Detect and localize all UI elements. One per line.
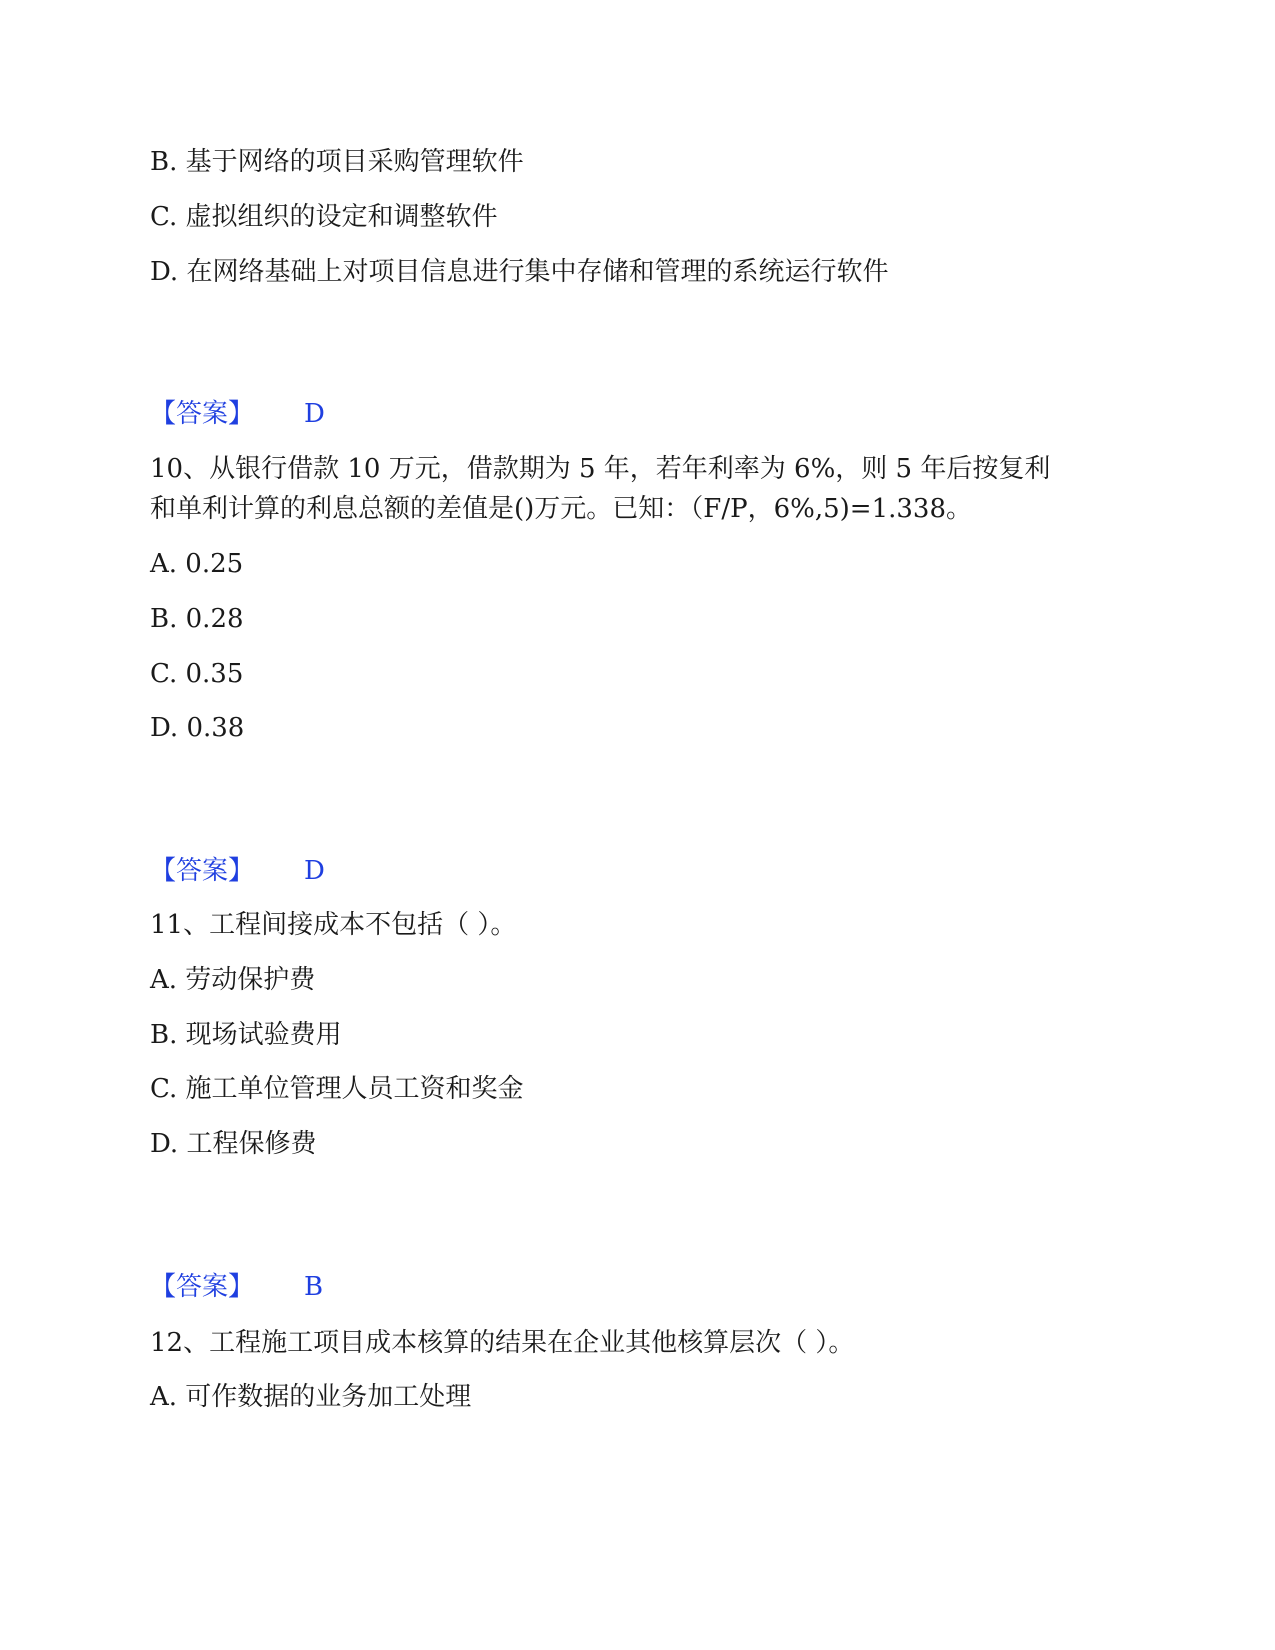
- answer-value: B: [304, 1272, 324, 1302]
- answer-value: D: [304, 399, 325, 429]
- q10-option-b: B. 0.28: [150, 604, 244, 634]
- q9-answer: [150, 398, 325, 430]
- q10-stem-line2: 和单利计算的利息总额的差值是()万元。已知：（F/P，6%,5)=1.338。: [150, 494, 972, 524]
- q10-stem-line1: 10、从银行借款 10 万元，借款期为 5 年，若年利率为 6%，则 5 年后按复利: [150, 454, 1051, 484]
- answer-label: 【答案】: [150, 856, 255, 886]
- answer-label: 【答案】: [150, 1272, 255, 1302]
- q9-option-c: C. 虚拟组织的设定和调整软件: [150, 202, 498, 232]
- q12-stem: 12、工程施工项目成本核算的结果在企业其他核算层次（ ）。: [150, 1328, 855, 1358]
- q11-answer: [150, 1271, 323, 1303]
- q11-option-d: D. 工程保修费: [150, 1129, 317, 1159]
- q10-option-a: A. 0.25: [150, 549, 244, 579]
- q10-option-c: C. 0.35: [150, 659, 244, 689]
- answer-label: 【答案】: [150, 399, 255, 429]
- q12-option-a: A. 可作数据的业务加工处理: [150, 1382, 472, 1412]
- q11-stem: 11、工程间接成本不包括（ ）。: [150, 910, 517, 940]
- q9-option-b: B. 基于网络的项目采购管理软件: [150, 147, 524, 177]
- q10-answer: [150, 855, 325, 887]
- q9-option-d: D. 在网络基础上对项目信息进行集中存储和管理的系统运行软件: [150, 257, 889, 287]
- q10-option-d: D. 0.38: [150, 713, 245, 743]
- answer-value: D: [304, 856, 325, 886]
- q11-option-a: A. 劳动保护费: [150, 965, 316, 995]
- q11-option-c: C. 施工单位管理人员工资和奖金: [150, 1074, 524, 1104]
- q11-option-b: B. 现场试验费用: [150, 1020, 342, 1050]
